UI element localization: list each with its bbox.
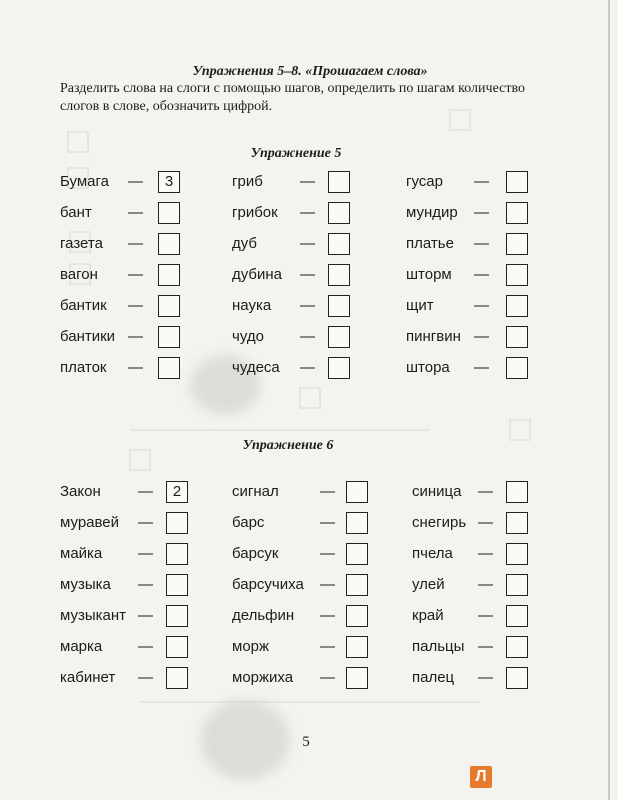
exercise6-heading: Упражнение 6 [242, 438, 334, 453]
word-label: Бумага [60, 173, 109, 190]
word-label: музыкант [60, 607, 127, 624]
dash: — [138, 607, 153, 624]
word-label: газета [60, 235, 103, 252]
syllable-count-box[interactable] [158, 295, 180, 317]
word-label: штора [406, 359, 450, 376]
syllable-count-box[interactable] [346, 667, 368, 689]
word-label: муравей [60, 514, 120, 531]
word-label: улей [412, 576, 445, 593]
syllable-count-box[interactable] [346, 574, 368, 596]
word-label: майка [60, 545, 103, 562]
word-label: наука [232, 297, 272, 314]
word-label: дельфин [232, 607, 295, 624]
dash: — [478, 483, 493, 500]
word-label: шторм [406, 266, 452, 283]
word-label: дуб [232, 235, 258, 252]
word-label: кабинет [60, 669, 116, 686]
syllable-count-box[interactable] [166, 574, 188, 596]
word-label: грибок [232, 204, 278, 221]
dash: — [474, 204, 489, 221]
dash: — [478, 514, 493, 531]
dash: — [138, 483, 153, 500]
dash: — [300, 235, 315, 252]
dash: — [320, 638, 335, 655]
dash: — [300, 328, 315, 345]
word-label: палец [412, 669, 455, 686]
syllable-count-box[interactable] [346, 543, 368, 565]
syllable-count-box[interactable] [506, 233, 528, 255]
dash: — [474, 173, 489, 190]
dash: — [474, 328, 489, 345]
syllable-count-box[interactable] [506, 326, 528, 348]
dash: — [300, 266, 315, 283]
dash: — [478, 669, 493, 686]
syllable-count-box[interactable] [158, 326, 180, 348]
word-label: сигнал [232, 483, 279, 500]
word-label: гусар [406, 173, 443, 190]
word-label: барсук [232, 545, 279, 562]
syllable-count-box[interactable] [328, 295, 350, 317]
dash: — [128, 235, 143, 252]
syllable-count-box[interactable] [328, 357, 350, 379]
dash: — [478, 545, 493, 562]
word-label: синица [412, 483, 462, 500]
syllable-count-box[interactable]: 3 [158, 171, 180, 193]
dash: — [320, 669, 335, 686]
syllable-count-box[interactable] [346, 512, 368, 534]
dash: — [320, 514, 335, 531]
dash: — [138, 514, 153, 531]
dash: — [300, 297, 315, 314]
syllable-count-box[interactable] [328, 264, 350, 286]
dash: — [478, 607, 493, 624]
syllable-count-box[interactable] [506, 574, 528, 596]
dash: — [478, 638, 493, 655]
word-label: платок [60, 359, 107, 376]
dash: — [138, 576, 153, 593]
syllable-count-box[interactable] [328, 171, 350, 193]
dash: — [138, 638, 153, 655]
syllable-count-box[interactable] [166, 512, 188, 534]
syllable-count-box[interactable] [158, 357, 180, 379]
syllable-count-box[interactable] [158, 264, 180, 286]
dash: — [128, 328, 143, 345]
word-label: музыка [60, 576, 111, 593]
dash: — [474, 266, 489, 283]
word-label: бант [60, 204, 92, 221]
word-label: гриб [232, 173, 263, 190]
word-label: Закон [60, 483, 101, 500]
dash: — [128, 204, 143, 221]
word-label: барсучиха [232, 576, 304, 593]
word-label: бантики [60, 328, 116, 345]
exercise5-heading: Упражнение 5 [250, 146, 342, 161]
word-label: марка [60, 638, 103, 655]
syllable-count-box[interactable] [506, 605, 528, 627]
dash: — [300, 204, 315, 221]
syllable-count-box[interactable]: 2 [166, 481, 188, 503]
syllable-count-box[interactable] [346, 605, 368, 627]
syllable-count-box[interactable] [166, 543, 188, 565]
word-label: чудеса [232, 359, 280, 376]
syllable-count-box[interactable] [506, 357, 528, 379]
word-label: пчела [412, 545, 453, 562]
dash: — [478, 576, 493, 593]
syllable-count-box[interactable] [506, 295, 528, 317]
dash: — [320, 576, 335, 593]
word-label: пальцы [412, 638, 465, 655]
publisher-logo-icon: Л [470, 766, 492, 788]
syllable-count-box[interactable] [506, 481, 528, 503]
syllable-count-box[interactable] [328, 326, 350, 348]
syllable-count-box[interactable] [158, 233, 180, 255]
instruction-text: Разделить слова на слоги с помощью шагов, определить по шагам количество слогов в слове, обозначить цифрой. [60, 81, 525, 114]
page-edge [608, 0, 610, 800]
syllable-count-box[interactable] [328, 202, 350, 224]
syllable-count-box[interactable] [506, 636, 528, 658]
page-number: 5 [302, 734, 310, 750]
dash: — [320, 545, 335, 562]
syllable-count-box[interactable] [158, 202, 180, 224]
word-label: платье [406, 235, 454, 252]
dash: — [138, 545, 153, 562]
syllable-count-box[interactable] [506, 264, 528, 286]
dash: — [300, 173, 315, 190]
dash: — [128, 173, 143, 190]
word-label: дубина [232, 266, 283, 283]
smudge [200, 700, 290, 780]
word-label: моржиха [232, 669, 294, 686]
dash: — [300, 359, 315, 376]
dash: — [138, 669, 153, 686]
dash: — [474, 297, 489, 314]
word-label: пингвин [406, 328, 461, 345]
syllable-count-box[interactable] [346, 636, 368, 658]
word-label: морж [232, 638, 270, 655]
syllable-count-box[interactable] [346, 481, 368, 503]
word-label: бантик [60, 297, 107, 314]
dash: — [128, 359, 143, 376]
syllable-count-box[interactable] [506, 171, 528, 193]
syllable-count-box[interactable] [506, 667, 528, 689]
dash: — [474, 235, 489, 252]
syllable-count-box[interactable] [506, 202, 528, 224]
word-label: барс [232, 514, 265, 531]
syllable-count-box[interactable] [166, 667, 188, 689]
dash: — [320, 607, 335, 624]
exercises-title: Упражнения 5–8. «Прошагаем слова» [192, 64, 428, 79]
word-label: край [412, 607, 444, 624]
syllable-count-box[interactable] [166, 636, 188, 658]
word-label: снегирь [412, 514, 467, 531]
word-label: щит [406, 297, 434, 314]
syllable-count-box[interactable] [506, 543, 528, 565]
word-label: мундир [406, 204, 458, 221]
dash: — [320, 483, 335, 500]
dash: — [128, 266, 143, 283]
syllable-count-box[interactable] [328, 233, 350, 255]
word-label: вагон [60, 266, 98, 283]
dash: — [474, 359, 489, 376]
syllable-count-box[interactable] [166, 605, 188, 627]
syllable-count-box[interactable] [506, 512, 528, 534]
dash: — [128, 297, 143, 314]
word-label: чудо [232, 328, 264, 345]
